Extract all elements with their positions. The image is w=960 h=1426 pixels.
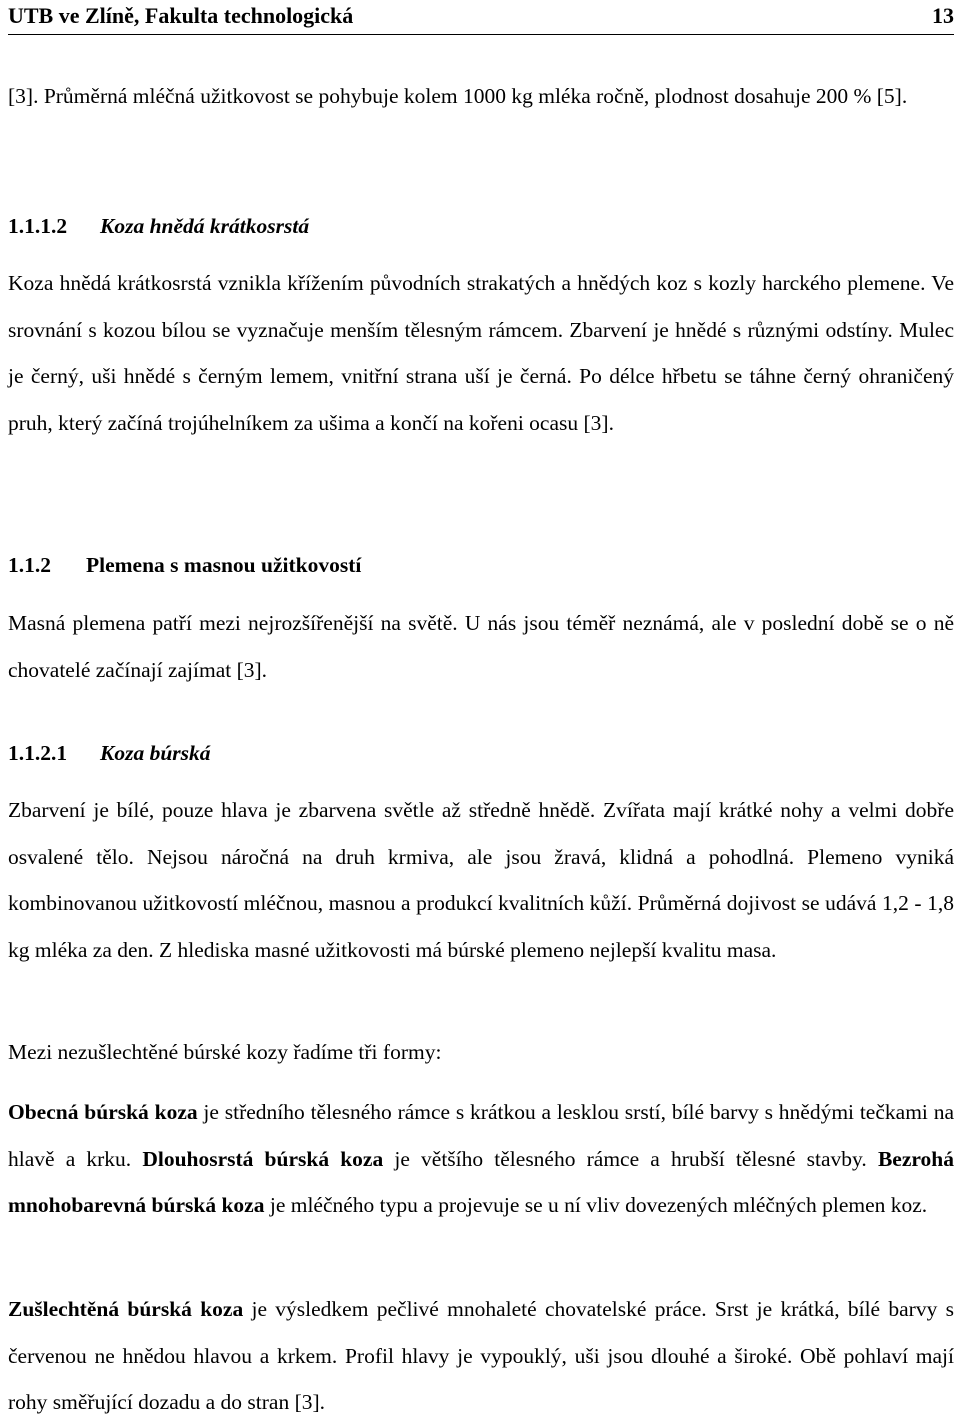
- paragraph-zuslechtena: Zušlechtěná búrská koza je výsledkem pečlivé mnohaleté chovatelské práce. Srst je krátká, bílé barvy s červenou ne hnědou hlavou a krkem. Profil hlavy je vypouklý, uši jsou dlouhé a široké. Obě pohlaví mají rohy směřující dozadu a do stran [3].: [8, 1297, 954, 1414]
- paragraph-formy: Mezi nezušlechtěné búrské kozy řadíme tři formy:: [8, 1040, 442, 1064]
- paragraph-continuation: [3]. Průměrná mléčná užitkovost se pohybuje kolem 1000 kg mléka ročně, plodnost dosahuje 200 % [5].: [8, 84, 908, 108]
- heading-title: Plemena s masnou užitkovostí: [86, 553, 362, 577]
- heading-koza-burska: [8, 738, 211, 768]
- term-obecna: Obecná búrská koza: [8, 1100, 198, 1124]
- page-number: 13: [932, 3, 954, 28]
- running-header: [8, 2, 954, 35]
- paragraph-koza-burska: Zbarvení je bílé, pouze hlava je zbarvena světle až středně hnědě. Zvířata mají krátké nohy a velmi dobře osvalené tělo. Nejsou náročná na druh krmiva, ale jsou žravá, klidná a pohodlná. Plemeno vyniká kombinovanou užitkovostí mléčnou, masnou a produkcí kvalitních kůží. Průměrná dojivost se udává 1,2 - 1,8 kg mléka za den. Z hlediska masné užitkovosti má búrské plemeno nejlepší kvalitu masa.: [8, 798, 954, 962]
- header-title: UTB ve Zlíně, Fakulta technologická: [8, 3, 354, 28]
- heading-title: Koza hnědá krátkosrstá: [100, 214, 310, 238]
- heading-title: Koza búrská: [100, 741, 211, 765]
- heading-number: 1.1.2.1: [8, 741, 68, 765]
- heading-koza-hneda: [8, 211, 309, 241]
- paragraph-nezuslechtene-formy: Obecná búrská koza je středního tělesného rámce s krátkou a lesklou srstí, bílé barvy s hnědými tečkami na hlavě a krku. Dlouhosrstá búrská koza je většího tělesného rámce a hrubší tělesné stavby. Bezrohá mnohobarevná búrská koza je mléčného typu a projevuje se u ní vliv dovezených mléčných plemen koz.: [8, 1100, 954, 1217]
- term-bezroha: Bezrohá mnohobarevná búrská koza: [8, 1146, 954, 1217]
- term-dlouhosrsta: Dlouhosrstá búrská koza: [142, 1146, 384, 1171]
- heading-number: 1.1.1.2: [8, 214, 68, 238]
- paragraph-masna-plemena: Masná plemena patří mezi nejrozšířenější na světě. U nás jsou téměř neznámá, ale v poslední době se o ně chovatelé začínají zajímat [3].: [8, 611, 954, 682]
- heading-masna-plemena: [8, 550, 361, 580]
- paragraph-koza-hneda: Koza hnědá krátkosrstá vznikla křížením původních strakatých a hnědých koz s kozly harckého plemene. Ve srovnání s kozou bílou se vyznačuje menším tělesným rámcem. Zbarvení je hnědé s různými odstíny. Mulec je černý, uši hnědé s černým lemem, vnitřní strana uší je černá. Po délce hřbetu se táhne černý ohraničený pruh, který začíná trojúhelníkem za ušima a končí na kořeni ocasu [3].: [8, 271, 954, 435]
- heading-number: 1.1.2: [8, 553, 51, 577]
- term-zuslechtena: Zušlechtěná búrská koza: [8, 1297, 244, 1321]
